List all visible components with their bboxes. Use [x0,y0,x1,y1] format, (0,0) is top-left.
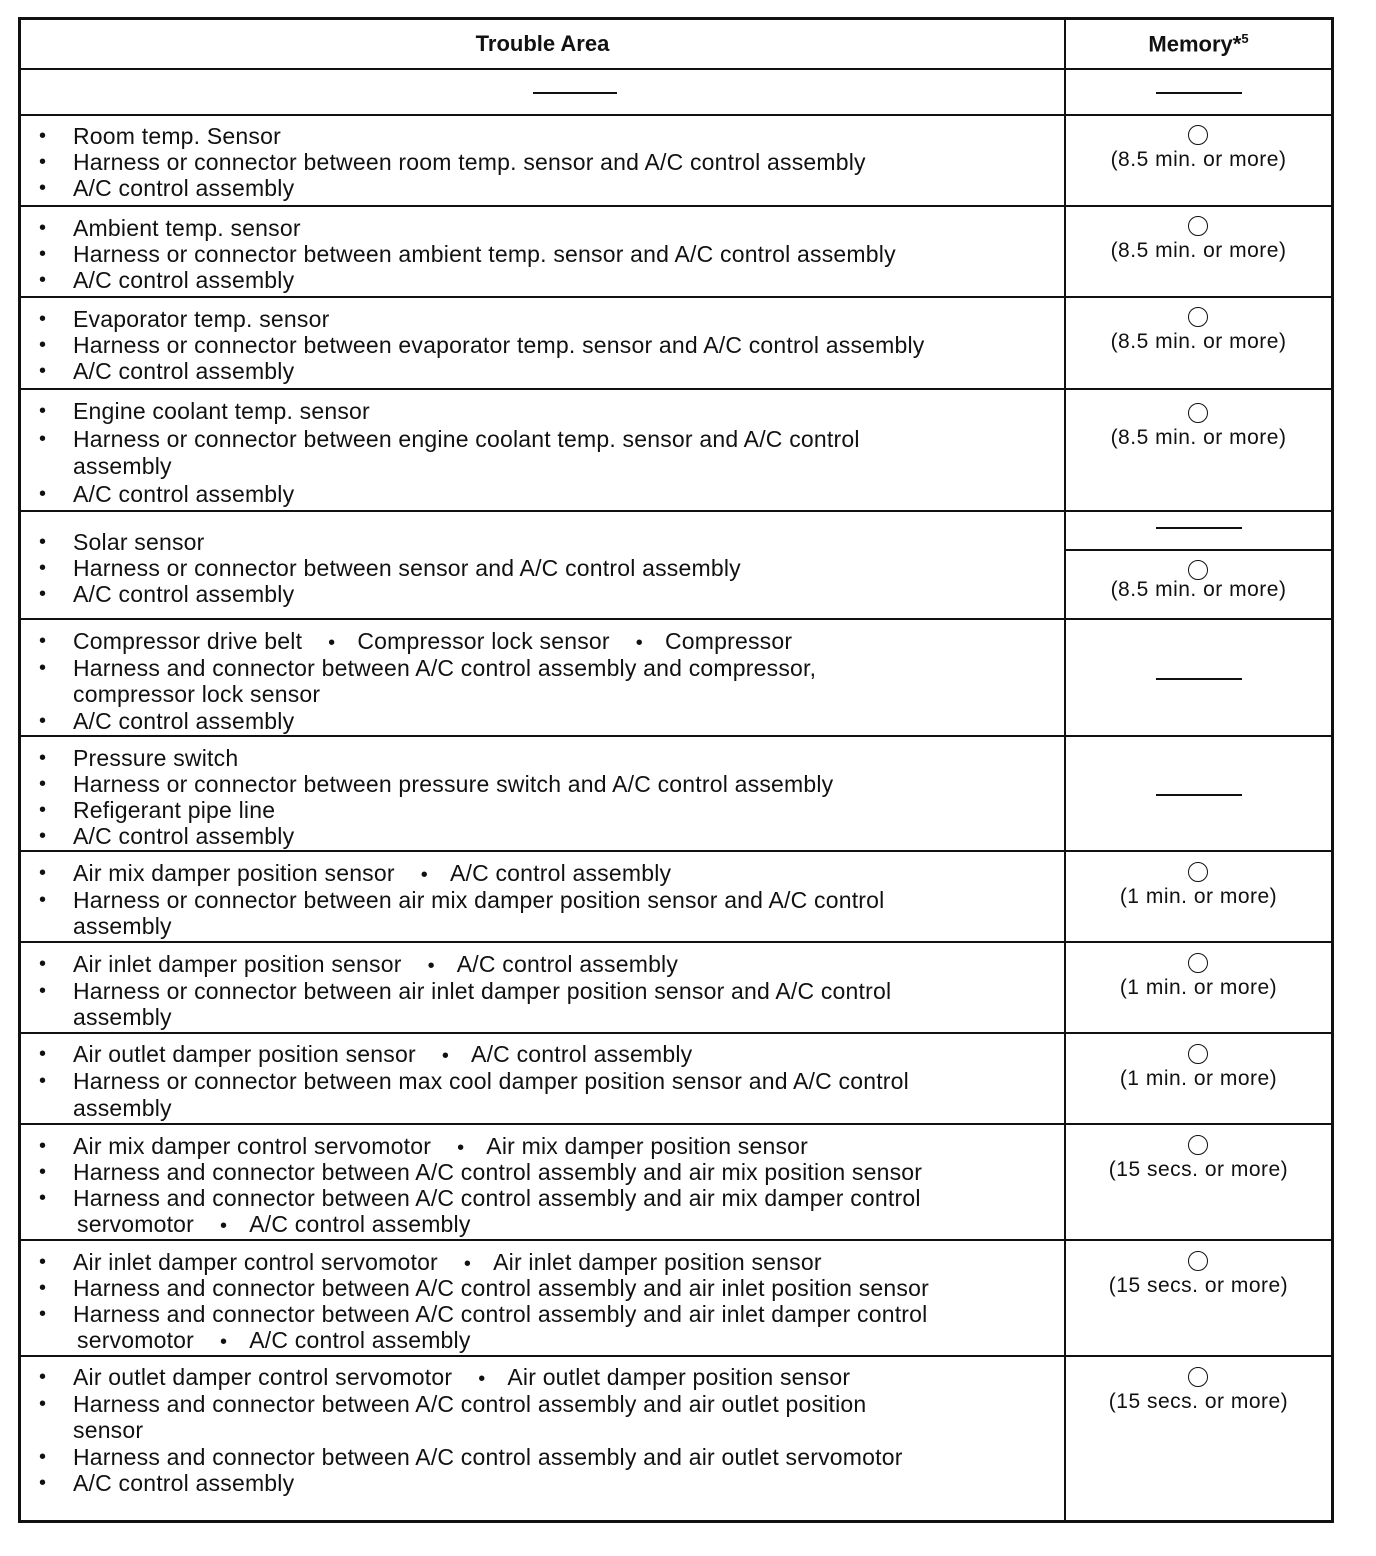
trouble-item [73,306,329,332]
table-row [21,850,1331,943]
memory-circle-icon [1188,403,1208,423]
trouble-item-text: sensor [73,1417,144,1443]
bullet-icon: • [39,360,47,382]
trouble-area-cell [21,207,1064,298]
bullet-icon: • [39,125,47,147]
table-row [21,941,1331,1034]
trouble-item [73,1391,866,1417]
trouble-item-text: Harness and connector between A/C control assembly and air outlet servomotor [73,1443,903,1470]
trouble-item [73,951,678,979]
trouble-item-text: A/C control assembly [73,480,295,507]
bullet-icon: • [39,243,47,265]
trouble-item [73,555,741,581]
memory-condition: (1 min. or more) [1119,1067,1278,1090]
blank-memory-cell [1064,70,1331,116]
memory-cell [1064,943,1331,1034]
trouble-item [73,1301,927,1327]
bullet-icon: • [441,1045,450,1067]
bullet-icon: • [39,888,47,911]
memory-cell [1064,737,1331,852]
trouble-item-text: Air inlet damper position sensor [73,951,402,977]
trouble-item-text: A/C control assembly [456,951,679,977]
bullet-icon: • [39,427,47,450]
trouble-item-text: Air inlet damper position sensor [493,1249,822,1275]
trouble-item [73,149,866,175]
memory-condition: (1 min. or more) [1119,976,1278,999]
trouble-item [77,1211,471,1239]
dash-mark [1156,678,1242,680]
trouble-item [73,655,816,681]
trouble-item-text: A/C control assembly [73,267,295,293]
trouble-item-text: assembly [73,453,172,479]
trouble-area-cell [21,1357,1064,1523]
trouble-item-text: Pressure switch [73,745,239,771]
memory-cell [1064,1034,1331,1125]
trouble-item [73,1159,922,1185]
bullet-icon: • [39,1043,47,1065]
bullet-icon: • [420,864,428,886]
bullet-icon: • [39,1303,47,1325]
trouble-item [73,797,275,823]
table-row [21,1239,1331,1357]
memory-header-label: Memory* [1148,31,1242,57]
memory-condition: (1 min. or more) [1119,885,1278,908]
trouble-item-text: A/C control assembly [449,860,672,886]
trouble-item-text: Compressor drive belt [73,628,303,654]
memory-circle-icon [1188,307,1208,327]
memory-header [1066,31,1331,57]
trouble-item [73,823,294,849]
trouble-item-text: Harness and connector between A/C control assembly and air inlet damper control [73,1301,928,1327]
trouble-item [73,453,172,479]
dash-mark [1156,92,1242,94]
memory-condition: (8.5 min. or more) [1110,426,1287,449]
bullet-icon: • [478,1368,486,1390]
trouble-item-text: A/C control assembly [73,175,295,201]
bullet-icon: • [39,630,47,652]
trouble-area-cell [21,1125,1064,1241]
trouble-item [73,1275,929,1301]
table-row [21,510,1331,620]
trouble-item-text: Air mix damper control servomotor [73,1133,432,1159]
trouble-item [73,529,205,555]
trouble-item [73,628,792,656]
trouble-item [73,1249,822,1277]
trouble-item [73,215,301,241]
trouble-item [73,481,294,507]
trouble-item [73,1444,903,1470]
trouble-item-text: A/C control assembly [73,581,295,607]
bullet-icon: • [39,709,47,732]
table-row [21,1123,1331,1241]
bullet-icon: • [39,308,47,330]
trouble-item-text: Harness and connector between A/C control assembly and air mix damper control [73,1185,921,1211]
trouble-item [73,1364,850,1392]
memory-condition: (15 secs. or more) [1108,1158,1289,1181]
bullet-icon: • [39,1251,47,1273]
bullet-icon: • [457,1137,465,1159]
memory-circle-icon [1188,216,1208,236]
bullet-icon: • [39,482,47,505]
bullet-icon: • [39,1070,47,1092]
blank-trouble-cell [21,70,1064,116]
trouble-item-text: Room temp. Sensor [73,123,281,149]
trouble-item-text: Harness and connector between A/C control assembly and air outlet position [73,1390,867,1417]
bullet-icon: • [39,557,47,579]
bullet-icon: • [220,1331,228,1353]
trouble-item-text: A/C control assembly [73,823,295,849]
memory-cell [1064,1357,1331,1523]
bullet-icon: • [39,217,47,239]
trouble-area-header: Trouble Area [475,31,610,56]
trouble-item [73,123,281,149]
trouble-item-text: Harness or connector between room temp. sensor and A/C control assembly [73,149,866,175]
memory-cell [1064,1241,1331,1357]
memory-condition: (8.5 min. or more) [1110,239,1287,262]
memory-circle-icon [1188,1044,1208,1064]
memory-circle-icon [1188,1251,1208,1271]
trouble-item [73,426,860,452]
trouble-item [73,708,294,734]
trouble-item-text: compressor lock sensor [73,681,321,707]
memory-cell [1064,207,1331,298]
trouble-item-text: Compressor lock sensor [357,628,610,654]
bullet-icon: • [39,177,47,199]
trouble-item-text: A/C control assembly [471,1041,693,1067]
table-row [21,205,1331,298]
trouble-item [73,1470,294,1496]
trouble-item [73,581,294,607]
table-row [21,296,1331,390]
memory-cell [1064,1125,1331,1241]
trouble-area-cell [21,737,1064,852]
memory-circle-icon [1188,125,1208,145]
trouble-area-cell [21,512,1064,620]
bullet-icon: • [39,953,47,975]
trouble-item-text: Air mix damper position sensor [73,860,395,886]
memory-circle-icon [1188,953,1208,973]
trouble-item [73,175,294,201]
footnote-marker: 5 [1241,31,1249,46]
trouble-item [73,398,370,424]
bullet-icon: • [39,1277,47,1299]
trouble-item-text: A/C control assembly [249,1327,471,1353]
trouble-item-text: Harness or connector between max cool damper position sensor and A/C control [73,1068,909,1094]
trouble-item-text: servomotor [77,1211,195,1237]
trouble-item [73,978,891,1004]
memory-cell [1064,390,1331,512]
trouble-item [73,860,671,888]
trouble-item-text: Refigerant pipe line [73,797,276,823]
trouble-item [73,1041,692,1069]
memory-condition: (8.5 min. or more) [1110,148,1287,171]
bullet-icon: • [39,747,47,769]
trouble-item-text: Evaporator temp. sensor [73,306,330,332]
trouble-area-cell [21,852,1064,943]
trouble-area-cell [21,1241,1064,1357]
trouble-item-text: Air mix damper position sensor [486,1133,809,1159]
header-row [21,20,1331,70]
bullet-icon: • [39,1392,47,1415]
trouble-item-text: Air inlet damper control servomotor [73,1249,438,1275]
table-row [21,1355,1331,1523]
trouble-area-cell [21,298,1064,390]
bullet-icon: • [635,632,643,654]
trouble-item [73,913,172,939]
memory-split-line [1066,549,1331,551]
bullet-icon: • [39,862,47,884]
memory-cell [1064,116,1331,207]
trouble-item-text: servomotor [77,1327,195,1353]
memory-circle-icon [1188,560,1208,580]
trouble-item-text: Harness and connector between A/C control assembly and air inlet position sensor [73,1275,929,1301]
bullet-icon: • [427,955,435,977]
table-row [21,1032,1331,1125]
bullet-icon: • [39,1187,47,1209]
bullet-icon: • [39,151,47,173]
trouble-item-text: Ambient temp. sensor [73,215,301,241]
bullet-icon: • [463,1253,472,1275]
trouble-item-text: Air outlet damper position sensor [73,1041,416,1067]
trouble-area-cell [21,1034,1064,1125]
trouble-item [73,887,884,913]
bullet-icon: • [220,1215,228,1237]
trouble-item-text: Harness or connector between pressure switch and A/C control assembly [73,771,834,797]
bullet-icon: • [39,269,47,291]
memory-circle-icon [1188,1367,1208,1387]
trouble-item [73,1004,172,1030]
memory-header-cell [1064,20,1331,70]
memory-cell [1064,512,1331,620]
trouble-item [77,1327,471,1355]
trouble-item [73,771,833,797]
memory-condition: (15 secs. or more) [1108,1390,1289,1413]
memory-circle-icon [1188,1135,1208,1155]
trouble-item-text: A/C control assembly [73,1470,295,1496]
dash-mark [1156,794,1242,796]
trouble-item-text: Solar sensor [73,529,205,555]
trouble-item-text: assembly [73,1004,172,1030]
trouble-area-cell [21,620,1064,737]
bullet-icon: • [39,825,47,847]
trouble-item-text: Harness or connector between ambient temp. sensor and A/C control assembly [73,241,896,267]
trouble-item [73,1133,808,1161]
bullet-icon: • [39,400,47,422]
memory-cell [1064,298,1331,390]
bullet-icon: • [39,773,47,795]
table-row [21,618,1331,737]
trouble-item-text: Harness and connector between A/C control assembly and air mix position sensor [73,1159,923,1185]
bullet-icon: • [39,334,47,356]
trouble-item [73,358,294,384]
bullet-icon: • [39,583,47,605]
bullet-icon: • [39,1472,47,1494]
trouble-item [73,267,294,293]
memory-cell [1064,620,1331,737]
trouble-item-text: Engine coolant temp. sensor [73,398,370,424]
trouble-area-table [18,17,1334,1523]
memory-cell [1064,852,1331,943]
trouble-item-text: A/C control assembly [73,707,295,734]
bullet-icon: • [39,799,47,821]
bullet-icon: • [39,656,47,679]
table-row [21,114,1331,207]
trouble-item-text: Harness or connector between engine coolant temp. sensor and A/C control [73,425,860,452]
table-row [21,388,1331,512]
trouble-item-text: Harness and connector between A/C control assembly and compressor, [73,654,817,681]
bullet-icon: • [39,1135,47,1157]
trouble-item-text: Harness or connector between sensor and A/C control assembly [73,555,741,581]
trouble-item-text: Harness or connector between evaporator temp. sensor and A/C control assembly [73,332,925,358]
bullet-icon: • [328,632,336,654]
trouble-item-text: Compressor [664,628,793,654]
trouble-item [73,745,238,771]
dash-mark [1156,527,1242,529]
memory-condition: (8.5 min. or more) [1110,578,1287,601]
dash-mark [533,92,617,94]
trouble-item [73,241,896,267]
trouble-item [73,332,925,358]
trouble-item-text: Harness or connector between air mix damper position sensor and A/C control [73,886,885,913]
memory-condition: (15 secs. or more) [1108,1274,1289,1297]
blank-row [21,68,1331,116]
memory-circle-icon [1188,862,1208,882]
bullet-icon: • [39,1161,47,1183]
trouble-item-text: A/C control assembly [249,1211,471,1237]
bullet-icon: • [39,1445,47,1468]
trouble-item [73,1095,172,1121]
trouble-item-text: A/C control assembly [73,358,295,384]
trouble-area-cell [21,116,1064,207]
table-row [21,735,1331,852]
bullet-icon: • [39,979,47,1002]
trouble-area-header-cell [21,20,1064,70]
trouble-item [73,681,320,707]
bullet-icon: • [39,1366,47,1388]
trouble-item [73,1068,909,1094]
trouble-item-text: Harness or connector between air inlet damper position sensor and A/C control [73,977,892,1004]
trouble-item [73,1417,143,1443]
trouble-area-cell [21,943,1064,1034]
trouble-item-text: Air outlet damper control servomotor [73,1364,453,1390]
trouble-item-text: assembly [73,913,172,939]
bullet-icon: • [39,531,47,553]
trouble-item-text: Air outlet damper position sensor [507,1364,851,1390]
trouble-item [73,1185,921,1211]
trouble-area-cell [21,390,1064,512]
trouble-item-text: assembly [73,1095,172,1121]
memory-condition: (8.5 min. or more) [1110,330,1287,353]
